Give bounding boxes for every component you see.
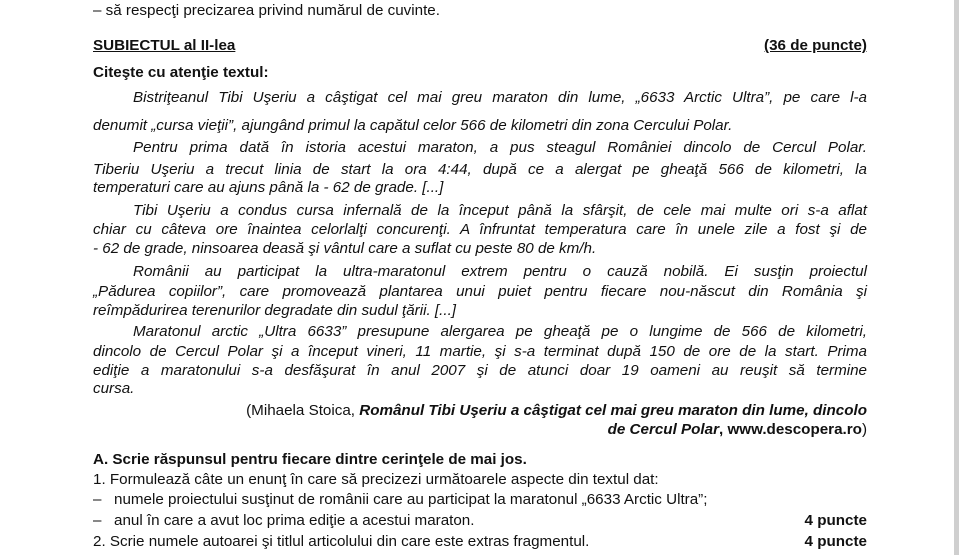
text-line: „Pădurea copiilor”, care promovează plantarea unui puiet pentru fiecare nou-născut din România şi <box>93 283 867 300</box>
source-site: , www.descopera.ro <box>719 421 862 438</box>
text-line: - 62 de grade, ninsoarea deasă şi vântul care a suflat cu peste 80 de km/h. <box>93 240 597 257</box>
section-points: (36 de puncte) <box>764 37 867 54</box>
points-label: 4 puncte <box>804 533 867 550</box>
text-line: dincolo de Cercul Polar şi a început vineri, 11 martie, şi s-a terminat după 150 de ore de la start. Prima <box>93 343 867 360</box>
subitem-text: anul în care a avut loc prima ediţie a acestui maraton. <box>114 512 475 529</box>
instruction-word-count: – să respecţi precizarea privind numărul de cuvinte. <box>93 2 440 19</box>
text-line: ediţie a maratonului s-a desfăşurat în anul 2007 şi de atunci doar 19 oameni au reuşit să termine <box>93 362 867 379</box>
source-citation-line1 <box>93 402 867 420</box>
text-line: temperaturi care au ajuns până la - 62 de grade. [...] <box>93 179 444 196</box>
text-line: Tiberiu Uşeriu a trecut linia de start la ora 4:44, după ce a alergat pe gheaţă 566 de kilometri, la <box>93 161 867 178</box>
text-line: Tibi Uşeriu a condus cursa infernală de la început până la sfârşit, de cele mai multe ori s-a aflat <box>133 202 867 219</box>
source-close: ) <box>861 421 867 438</box>
article-title: Românul Tibi Uşeriu a câştigat cel mai greu maraton din lume, dincolo <box>359 402 867 419</box>
section-header <box>93 37 867 55</box>
text-line: chiar cu câteva ore înaintea celorlalţi concurenţi. A înfruntat temperatura care în unele zile a fost şi de <box>93 221 867 238</box>
list-dash: – <box>93 491 102 508</box>
source-citation-line2 <box>93 421 867 439</box>
text-line: denumit „cursa vieţii”, ajungând primul la capătul celor 566 de kilometri din zona Cercului Polar. <box>93 117 733 134</box>
page-edge-shadow <box>954 0 959 555</box>
points-label: 4 puncte <box>804 512 867 529</box>
read-instruction: Citeşte cu atenţie textul: <box>93 64 269 81</box>
article-title-end: de Cercul Polar <box>607 421 720 438</box>
question-text: 2. Scrie numele autoarei şi titlul articolului din care este extras fragmentul. <box>93 533 590 550</box>
question-1-subitem <box>93 491 867 509</box>
text-line: Bistriţeanul Tibi Uşeriu a câştigat cel mai greu maraton din lume, „6633 Arctic Ultra”, pe care l-a <box>133 89 867 106</box>
text-line: Românii au participat la ultra-maratonul extrem pentru o cauză nobilă. Ei susţin proiectul <box>133 263 867 280</box>
question-2 <box>93 533 867 551</box>
text-line: reîmpădurirea terenurilor degradate din sudul ţării. [...] <box>93 302 457 319</box>
question-1-subitem <box>93 512 867 530</box>
subitem-text: numele proiectului susţinut de românii care au participat la maratonul „6633 Arctic Ultra”; <box>114 491 708 508</box>
part-a-heading: A. Scrie răspunsul pentru fiecare dintre cerinţele de mai jos. <box>93 451 527 468</box>
source-prefix: (Mihaela Stoica, <box>246 402 360 419</box>
text-line: Pentru prima dată în istoria acestui maraton, a pus steagul României dincolo de Cercul Polar. <box>133 139 867 156</box>
text-line: cursa. <box>93 380 135 397</box>
section-title: SUBIECTUL al II-lea <box>93 37 236 54</box>
text-line: Maratonul arctic „Ultra 6633” presupune alergarea pe gheaţă pe o lungime de 566 de kilometri, <box>133 323 867 340</box>
question-1: 1. Formulează câte un enunţ în care să precizezi următoarele aspecte din textul dat: <box>93 471 659 488</box>
list-dash: – <box>93 512 102 529</box>
